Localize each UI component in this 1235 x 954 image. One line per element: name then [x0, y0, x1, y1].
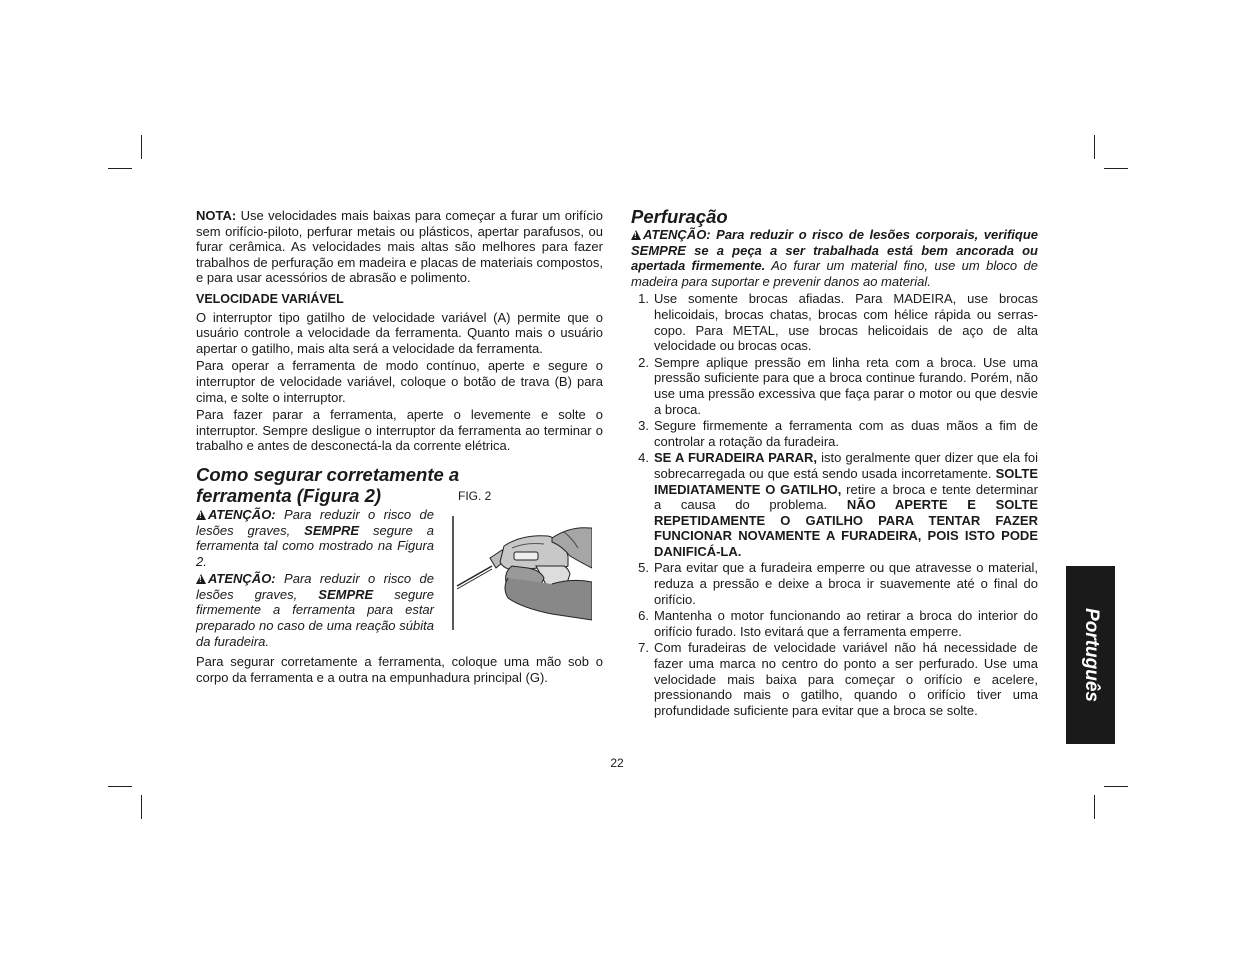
warning-triangle-icon: [196, 510, 206, 520]
variable-speed-paragraph-1: O interruptor tipo gatilho de velocidade variável (A) permite que o usuário controle a velocidade da ferramenta. Quanto mais o usuário apertar o gatilho, mais alta será a velocidade da ferramenta.: [196, 309, 603, 356]
drilling-heading: Perfuração: [631, 206, 728, 227]
list-item: 3. Segure firmemente a ferramenta com as duas mãos a fim de controlar a rotação da furadeira.: [638, 418, 1038, 449]
holding-paragraph: Para segurar corretamente a ferramenta, coloque uma mão sob o corpo da ferramenta e a outra na empunhadura principal (G).: [196, 654, 603, 685]
page-number: 22: [610, 756, 624, 770]
warning-2: !ATENÇÃO: Para reduzir o risco de lesões graves, SEMPRE segure firmemente a ferramenta para estar preparado no caso de uma reação súbita da furadeira.: [196, 571, 434, 649]
list-item: 6. Mantenha o motor funcionando ao retirar a broca do interior do orifício furado. Isto evitará que a ferramenta emperre.: [638, 608, 1038, 639]
crop-mark: [108, 786, 132, 787]
holding-heading-line-1: Como segurar corretamente a: [196, 463, 460, 485]
crop-mark: [1094, 135, 1095, 159]
warning-triangle-icon: [196, 574, 206, 584]
crop-mark: [1094, 795, 1095, 819]
list-item: 7. Com furadeiras de velocidade variável não há necessidade de fazer uma marca no centro do ponto a ser perfurado. Use uma velocidade mais baixa para começar o orifício e acelere, pressionando mais o gatilho, quando o orifício tiver uma profundidade suficiente para evitar que a broca se solte.: [638, 640, 1038, 718]
list-item: 5. Para evitar que a furadeira emperre ou que atravesse o material, reduza a pressão e deixe a broca ir suavemente até o final do orifício.: [638, 560, 1038, 607]
holding-heading-line-2: ferramenta (Figura 2): [196, 484, 382, 506]
drill-grip-illustration: [452, 508, 592, 638]
drilling-steps-list: [631, 291, 1038, 718]
language-side-tab: [1066, 566, 1115, 744]
variable-speed-heading: VELOCIDADE VARIÁVEL: [196, 291, 344, 306]
list-item: 4. SE A FURADEIRA PARAR, isto geralmente quer dizer que ela foi sobrecarregada ou que está sendo usada incorretamente. SOLTE IMEDIATAMENTE O GATILHO, retire a broca e tente determinar a causa do problema. NÃO APERTE E SOLTE REPETIDAMENTE O GATILHO PARA TENTAR FAZER FUNCIONAR NOVAMENTE A FURADEIRA, POIS ISTO PODE DANIFICÁ-LA.: [638, 450, 1039, 559]
crop-mark: [141, 795, 142, 819]
warning-triangle-icon: [631, 230, 641, 240]
crop-mark: [1104, 786, 1128, 787]
note-paragraph: NOTA: Use velocidades mais baixas para começar a furar um orifício sem orifício-piloto, perfurar metais ou plásticos, apertar parafusos, ou furar cerâmica. As velocidades mais altas são melhores para fazer trabalhos de perfuração em madeira e placas de materiais compostos, e para usar acessórios de abrasão e polimento.: [196, 208, 603, 286]
list-item: 1. Use somente brocas afiadas. Para MADEIRA, use brocas helicoidais, brocas chatas, brocas com hélice rápida ou serras-copo. Para METAL, use brocas helicoidais de aço de alta velocidade ou brocas ocas.: [638, 291, 1038, 354]
crop-mark: [1104, 168, 1128, 169]
variable-speed-paragraph-3: Para fazer parar a ferramenta, aperte o levemente e solte o interruptor. Sempre desligue o interruptor da ferramenta ao terminar o trabalho e antes de desconectá-la da corrente elétrica.: [196, 407, 603, 454]
holding-section: [196, 464, 603, 686]
drilling-warning: !ATENÇÃO: Para reduzir o risco de lesões corporais, verifique SEMPRE se a peça a ser trabalhada está bem ancorada ou apertada firmemente. Ao furar um material fino, use um bloco de madeira para suportar e prevenir danos ao material.: [631, 227, 1038, 289]
warning-1: !ATENÇÃO: Para reduzir o risco de lesões graves, SEMPRE segure a ferramenta tal como mostrado na Figura 2.: [196, 507, 434, 569]
right-column: [631, 206, 1038, 719]
warnings-block: [196, 507, 434, 649]
crop-mark: [108, 168, 132, 169]
list-item: 2. Sempre aplique pressão em linha reta com a broca. Use uma pressão suficiente para que a broca continue furando. Porém, não use uma pressão excessiva que faça parar o motor ou que desvie a broca.: [638, 354, 1038, 417]
variable-speed-paragraph-2: Para operar a ferramenta de modo contínuo, aperte e segure o interruptor de velocidade variável, coloque o botão de trava (B) para cima, e solte o interruptor.: [196, 358, 603, 405]
left-column: [196, 208, 603, 687]
language-tab-label: Português: [1080, 608, 1102, 702]
crop-mark: [141, 135, 142, 159]
figure-label: FIG. 2: [458, 488, 492, 503]
